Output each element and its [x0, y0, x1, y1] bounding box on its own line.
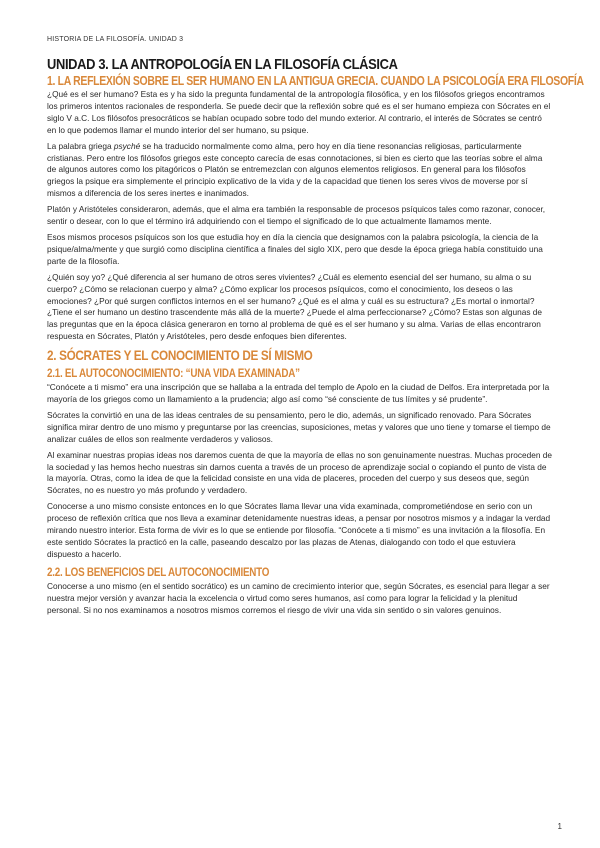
paragraph: Esos mismos procesos psíquicos son los que estudia hoy en día la ciencia que designamos con la palabra psicología, la ciencia de la psique/alma/mente y que surgió como disciplina científica a finales del siglo XIX, pero que desde la época griega había constituido una parte de la filosofía. — [47, 231, 543, 266]
unit-title: UNIDAD 3. LA ANTROPOLOGÍA EN LA FILOSOFÍA CLÁSICA — [47, 56, 398, 73]
paragraph: Sócrates la convirtió en una de las ideas centrales de su pensamiento, pero le dio, además, un significado renovado. Para Sócrates significa mirar dentro de uno mismo y preguntarse por las creencias, suposiciones, metas y valores que uno tiene y tomarse el tiempo de analizar cuáles de ellos son realmente verdaderos y valiosos. — [47, 409, 551, 444]
section-1-heading: 1. LA REFLEXIÓN SOBRE EL SER HUMANO EN LA ANTIGUA GRECIA. CUANDO LA PSICOLOGÍA ERA FILOSOFÍA — [47, 74, 584, 88]
subsection-2-2-heading: 2.2. LOS BENEFICIOS DEL AUTOCONOCIMIENTO — [47, 564, 270, 579]
paragraph: Conocerse a uno mismo consiste entonces en lo que Sócrates llama llevar una vida examinada, comprometiéndose en serio con un proceso de reflexión crítica que nos lleva a examinar detenidamente nuestras ideas, a pensar por nosotros mismos y a indagar la verdad mirando nuestro interior. Esta forma de vivir es lo que se entiende por filosofía. “Conócete a ti mismo” es una invitación a la filosofía. En este sentido Sócrates la practicó en la calle, paseando descalzo por las plazas de Atenas, dialogando con todo el que estuviera dispuesto a hacerlo. — [47, 501, 551, 559]
page-number: 1 — [557, 822, 562, 831]
section-2-heading: 2. SÓCRATES Y EL CONOCIMIENTO DE SÍ MISMO — [47, 347, 313, 364]
running-header: HISTORIA DE LA FILOSOFÍA. UNIDAD 3 — [47, 36, 184, 43]
italic-term: psyché — [113, 140, 141, 151]
paragraph: Al examinar nuestras propias ideas nos daremos cuenta de que la mayoría de ellas no son genuinamente nuestras. Muchas proceden de la sociedad y las hemos hecho nuestras sin darnos cuenta a través de un proceso de aprendizaje social o copiando el punto de vista de la mayoría. Otras, como la idea de que la felicidad consiste en una vida de placeres, proceden del cuerpo y sus deseos que, según Sócrates, no es nuestro yo más profundo y verdadero. — [47, 449, 553, 496]
page-content — [47, 56, 584, 621]
paragraph: La palabra griega psyché se ha traducido normalmente como alma, pero hoy en día tiene resonancias religiosas, particularmente cristianas. Pero entre los filósofos griegos este concepto carecía de esas connotaciones, si bien es cierto que las teorías sobre el alma de algunos autores como los pitagóricos o Platón se entremezclan con algunos elementos religiosos. En general para los filósofos griegos la psique era simplemente el principio explicativo de la vida y de la capacidad que tienen los seres vivos de moverse por sí mismos a diferencia de los seres inertes e inanimados. — [47, 140, 543, 199]
paragraph: Conocerse a uno mismo (en el sentido socrático) es un camino de crecimiento interior que, según Sócrates, es esencial para llegar a ser nuestra mejor versión y avanzar hacia la excelencia o virtud como seres humanos, así como para lograr la felicidad y la plenitud personal. Si no nos examinamos a nosotros mismos corremos el riesgo de vivir una vida sin sentido o sin valores genuinos. — [47, 580, 550, 615]
subsection-2-1-heading: 2.1. EL AUTOCONOCIMIENTO: “UNA VIDA EXAMINADA” — [47, 366, 300, 381]
paragraph: ¿Quién soy yo? ¿Qué diferencia al ser humano de otros seres vivientes? ¿Cuál es elemento esencial del ser humano, su alma o su cuerpo? ¿Cómo se relacionan cuerpo y alma? ¿Cómo explicar los procesos psíquicos, como el conocimiento, los deseos o las emociones? ¿Por qué surgen conflictos internos en el ser humano? ¿Qué es el alma y cuál es su estructura? ¿Es mortal o inmortal? ¿Tiene el ser humano un destino trascendente más allá de la muerte? ¿Puede el alma perfeccionarse? ¿Cómo? Estas son algunas de las preguntas que en la época clásica generaron en torno al problema de qué es el ser humano y su alma. Varias de ellas encontraron respuesta en Sócrates, Platón y Aristóteles, pero desde enfoques bien diferentes. — [47, 271, 543, 342]
paragraph: ¿Qué es el ser humano? Esta es y ha sido la pregunta fundamental de la antropología filosófica, y en los filósofos griegos encontramos los primeros intentos racionales de responderla. Se puede decir que la reflexión sobre qué es el ser humano empieza con Sócrates en el siglo V a.C. Los filósofos presocráticos se habían ocupado sobre todo del mundo exterior. Al contrario, el interés de Sócrates se centró en lo que podemos llamar el mundo interior del ser humano, su psique. — [47, 89, 551, 135]
paragraph: “Conócete a ti mismo” era una inscripción que se hallaba a la entrada del templo de Apolo en la ciudad de Delfos. Era interpretada por la mayoría de los griegos como un llamamiento a la prudencia; algo así como “sé consciente de tus límites y sé prudente”. — [47, 382, 550, 405]
paragraph: Platón y Aristóteles consideraron, además, que el alma era también la responsable de procesos psíquicos tales como razonar, conocer, sentir o desear, con lo que el término irá adquiriendo con el tiempo el significado de lo que actualmente llamamos mente. — [47, 204, 546, 227]
